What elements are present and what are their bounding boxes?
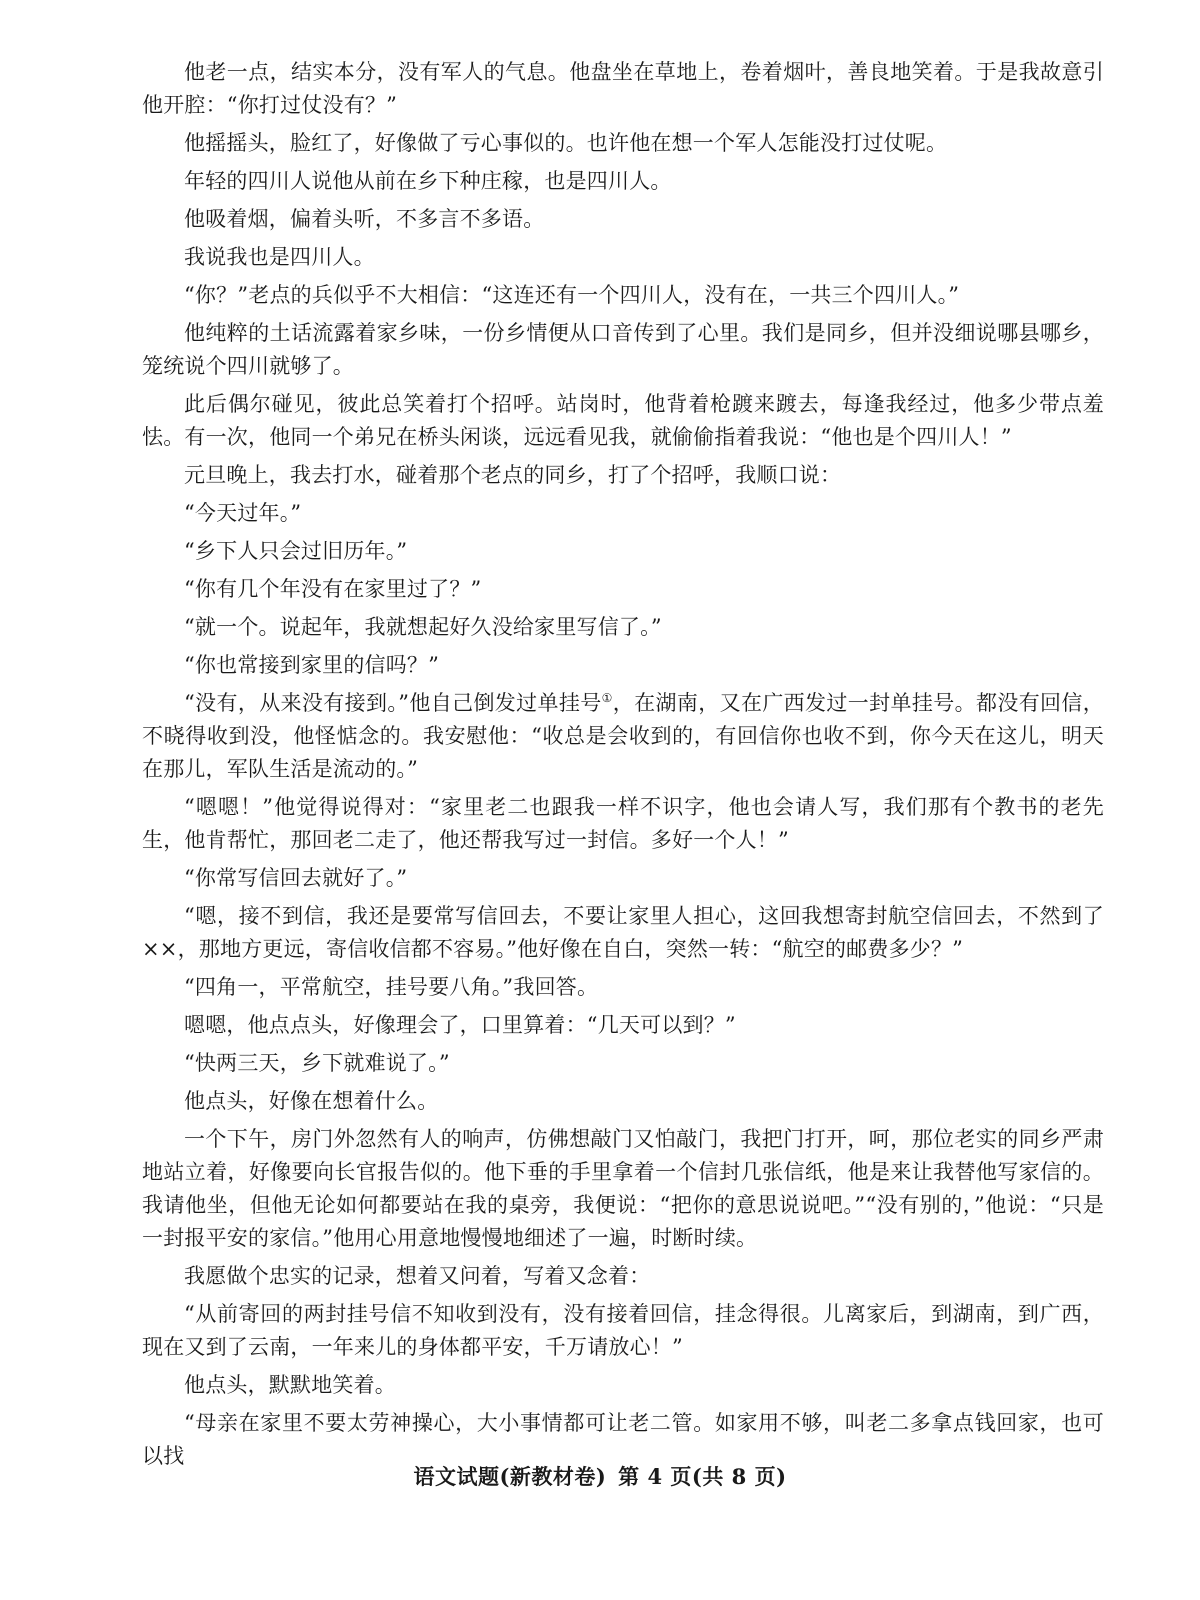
paragraph-1: 他老一点，结实本分，没有军人的气息。他盘坐在草地上，卷着烟叶，善良地笑着。于是我故意引他开腔：“你打过仗没有？” bbox=[142, 60, 1104, 117]
paragraph-17: “你常写信回去就好了。” bbox=[184, 866, 408, 890]
paragraph-13: “就一个。说起年，我就想起好久没给家里写信了。” bbox=[184, 615, 662, 639]
page-footer bbox=[0, 1461, 1200, 1491]
paragraph-25: “从前寄回的两封挂号信不知收到没有，没有接着回信，挂念得很。儿离家后，到湖南，到广西，现在又到了云南，一年来儿的身体都平安，千万请放心！” bbox=[142, 1302, 1104, 1359]
paragraph-5: 我说我也是四川人。 bbox=[184, 245, 375, 269]
paragraph-9: 元旦晚上，我去打水，碰着那个老点的同乡，打了个招呼，我顺口说： bbox=[184, 463, 842, 487]
paragraph-15 bbox=[142, 687, 1104, 786]
paragraph-8: 此后偶尔碰见，彼此总笑着打个招呼。站岗时，他背着枪踱来踱去，每逢我经过，他多少带点羞怯。有一次，他同一个弟兄在桥头闲谈，远远看见我，就偷偷指着我说：“他也是个四川人！” bbox=[142, 392, 1104, 449]
paragraph-15-text-before: “没有，从来没有接到。”他自己倒发过单挂号 bbox=[184, 691, 602, 715]
paragraph-27: “母亲在家里不要太劳神操心，大小事情都可让老二管。如家用不够，叫老二多拿点钱回家，也可以找 bbox=[142, 1411, 1104, 1468]
paragraph-19: “四角一，平常航空，挂号要八角。”我回答。 bbox=[184, 975, 599, 999]
footnote-marker: ① bbox=[601, 691, 613, 705]
paragraph-3: 年轻的四川人说他从前在乡下种庄稼，也是四川人。 bbox=[184, 169, 672, 193]
paragraph-22: 他点头，好像在想着什么。 bbox=[184, 1089, 439, 1113]
exam-title: 语文试题(新教材卷) bbox=[413, 1464, 607, 1489]
paragraph-20: 嗯嗯，他点点头，好像理会了，口里算着：“几天可以到？” bbox=[184, 1013, 736, 1037]
paragraph-4: 他吸着烟，偏着头听，不多言不多语。 bbox=[184, 207, 545, 231]
paragraph-24: 我愿做个忠实的记录，想着又问着，写着又念着： bbox=[184, 1264, 651, 1288]
paragraph-11: “乡下人只会过旧历年。” bbox=[184, 539, 408, 563]
passage-body bbox=[142, 56, 1104, 1478]
paragraph-23: 一个下午，房门外忽然有人的响声，仿佛想敲门又怕敲门，我把门打开，呵，那位老实的同乡严肃地站立着，好像要向长官报告似的。他下垂的手里拿着一个信封几张信纸，他是来让我替他写家信的。我请他坐，但他无论如何都要站在我的桌旁，我便说：“把你的意思说说吧。”“没有别的，”他说：“只是一封报平安的家信。”他用心用意地慢慢地细述了一遍，时断时续。 bbox=[142, 1127, 1104, 1250]
paragraph-15-text-after: ，在湖南，又在广西发过一封单挂号。都没有回信，不晓得收到没，他怪惦念的。我安慰他：“收总是会收到的，有回信你也收不到，你今天在这儿，明天在那儿，军队生活是流动的。” bbox=[142, 691, 1104, 781]
paragraph-6: “你？”老点的兵似乎不大相信：“这连还有一个四川人，没有在，一共三个四川人。” bbox=[184, 283, 960, 307]
paragraph-21: “快两三天，乡下就难说了。” bbox=[184, 1051, 450, 1075]
paragraph-7: 他纯粹的土话流露着家乡味，一份乡情便从口音传到了心里。我们是同乡，但并没细说哪县哪乡，笼统说个四川就够了。 bbox=[142, 321, 1104, 378]
paragraph-16: “嗯嗯！”他觉得说得对：“家里老二也跟我一样不识字，他也会请人写，我们那有个教书的老先生，他肯帮忙，那回老二走了，他还帮我写过一封信。多好一个人！” bbox=[142, 795, 1104, 852]
paragraph-14: “你也常接到家里的信吗？” bbox=[184, 653, 440, 677]
paragraph-10: “今天过年。” bbox=[184, 501, 302, 525]
page-number: 第 4 页(共 8 页) bbox=[618, 1464, 787, 1489]
paragraph-18: “嗯，接不到信，我还是要常写信回去，不要让家里人担心，这回我想寄封航空信回去，不然到了××，那地方更远，寄信收信都不容易。”他好像在自白，突然一转：“航空的邮费多少？” bbox=[142, 904, 1104, 961]
paragraph-12: “你有几个年没有在家里过了？” bbox=[184, 577, 482, 601]
paragraph-2: 他摇摇头，脸红了，好像做了亏心事似的。也许他在想一个军人怎能没打过仗呢。 bbox=[184, 131, 948, 155]
paragraph-26: 他点头，默默地笑着。 bbox=[184, 1373, 396, 1397]
